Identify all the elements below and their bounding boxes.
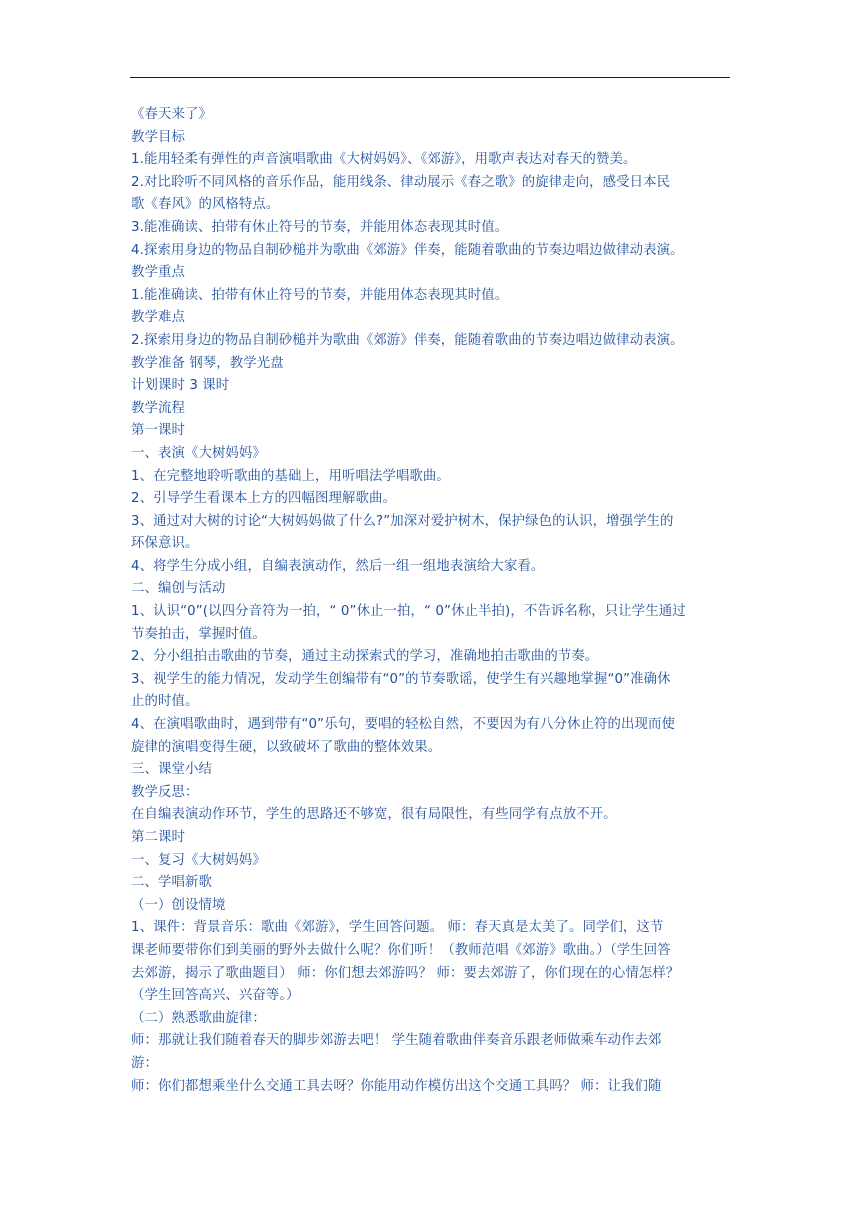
text-line: 环保意识。 xyxy=(131,536,199,552)
text-line: 3、通过对大树的讨论“大树妈妈做了什么?”加深对爱护树木，保护绿色的认识，增强学生的 xyxy=(131,513,674,529)
text-line: 1、课件：背景音乐：歌曲《郊游》，学生回答问题。 师：春天真是太美了。同学们，这节 xyxy=(131,920,664,936)
text-line: 教学准备 钢琴，教学光盘 xyxy=(131,355,284,371)
text-line: 旋律的演唱变得生硬，以致破坏了歌曲的整体效果。 xyxy=(131,739,442,755)
text-line: 第二课时 xyxy=(131,830,185,845)
text-line: 游： xyxy=(131,1055,158,1071)
text-line: 三、课堂小结 xyxy=(131,762,212,778)
header-rule xyxy=(130,77,730,78)
text-line: 4.探索用身边的物品自制砂槌并为歌曲《郊游》伴奏，能随着歌曲的节奏边唱边做律动表演。 xyxy=(131,242,684,258)
text-line: 教学目标 xyxy=(131,129,185,145)
text-line: 教学流程 xyxy=(131,400,185,416)
text-line: 在自编表演动作环节，学生的思路还不够宽，很有局限性，有些同学有点放不开。 xyxy=(131,807,617,823)
text-line: 教学反思： xyxy=(131,784,199,800)
text-line: 二、编创与活动 xyxy=(131,581,226,597)
text-line: 《春天来了》 xyxy=(131,107,212,122)
text-line: 去郊游，揭示了歌曲题目） 师：你们想去郊游吗？ 师：要去郊游了，你们现在的心情怎样？ xyxy=(131,965,680,981)
text-line: 2.对比聆听不同风格的音乐作品，能用线条、律动展示《春之歌》的旋律走向，感受日本民 xyxy=(131,174,671,190)
text-line: 歌《春风》的风格特点。 xyxy=(131,197,280,213)
text-line: 1.能用轻柔有弹性的声音演唱歌曲《大树妈妈》、《郊游》，用歌声表达对春天的赞美。 xyxy=(131,152,637,168)
text-line: 4、在演唱歌曲时，遇到带有“0”乐句，要唱的轻松自然，不要因为有八分休止符的出现而使 xyxy=(131,717,675,733)
text-line: 节奏拍击，掌握时值。 xyxy=(131,626,266,642)
text-line: 3、视学生的能力情况，发动学生创编带有“0”的节奏歌谣，使学生有兴趣地掌握“0”准确休 xyxy=(131,671,671,687)
text-line: 止的时值。 xyxy=(131,694,199,710)
text-line: 教学难点 xyxy=(131,310,185,326)
text-line: 师：那就让我们随着春天的脚步郊游去吧！ 学生随着歌曲伴奏音乐跟老师做乘车动作去郊 xyxy=(131,1033,662,1049)
text-line: 二、学唱新歌 xyxy=(131,875,212,891)
text-line: 2、分小组拍击歌曲的节奏，通过主动探索式的学习，准确地拍击歌曲的节奏。 xyxy=(131,649,599,665)
text-line: （学生回答高兴、兴奋等。） xyxy=(131,988,300,1004)
text-line: 1、认识“0”(以四分音符为一拍，“ 0”休止一拍，“ 0”休止半拍)，不告诉名称，只让学生通过 xyxy=(131,604,686,620)
text-line: 2.探索用身边的物品自制砂槌并为歌曲《郊游》伴奏，能随着歌曲的节奏边唱边做律动表演。 xyxy=(131,332,684,348)
text-line: 课老师要带你们到美丽的野外去做什么呢？你们听！（教师范唱《郊游》歌曲。）（学生回答 xyxy=(131,942,671,958)
text-line: （二）熟悉歌曲旋律： xyxy=(131,1010,266,1026)
text-line: 1、在完整地聆听歌曲的基础上，用听唱法学唱歌曲。 xyxy=(131,468,450,484)
text-line: 教学重点 xyxy=(131,265,185,281)
text-line: 第一课时 xyxy=(131,423,185,439)
text-line: 1.能准确读、拍带有休止符号的节奏，并能用体态表现其时值。 xyxy=(131,287,509,303)
text-line: 2、引导学生看课本上方的四幅图理解歌曲。 xyxy=(131,491,396,507)
text-line: 3.能准确读、拍带有休止符号的节奏，并能用体态表现其时值。 xyxy=(131,219,509,235)
text-line: 计划课时 3 课时 xyxy=(131,378,230,394)
text-line: 师：你们都想乘坐什么交通工具去呀？你能用动作模仿出这个交通工具吗？ 师：让我们随 xyxy=(131,1078,662,1094)
text-line: 4、将学生分成小组，自编表演动作，然后一组一组地表演给大家看。 xyxy=(131,558,545,574)
text-line: 一、复习《大树妈妈》 xyxy=(131,852,266,868)
document-body xyxy=(131,104,731,1098)
text-line: 一、表演《大树妈妈》 xyxy=(131,445,266,461)
text-line: （一）创设情境 xyxy=(131,897,226,913)
